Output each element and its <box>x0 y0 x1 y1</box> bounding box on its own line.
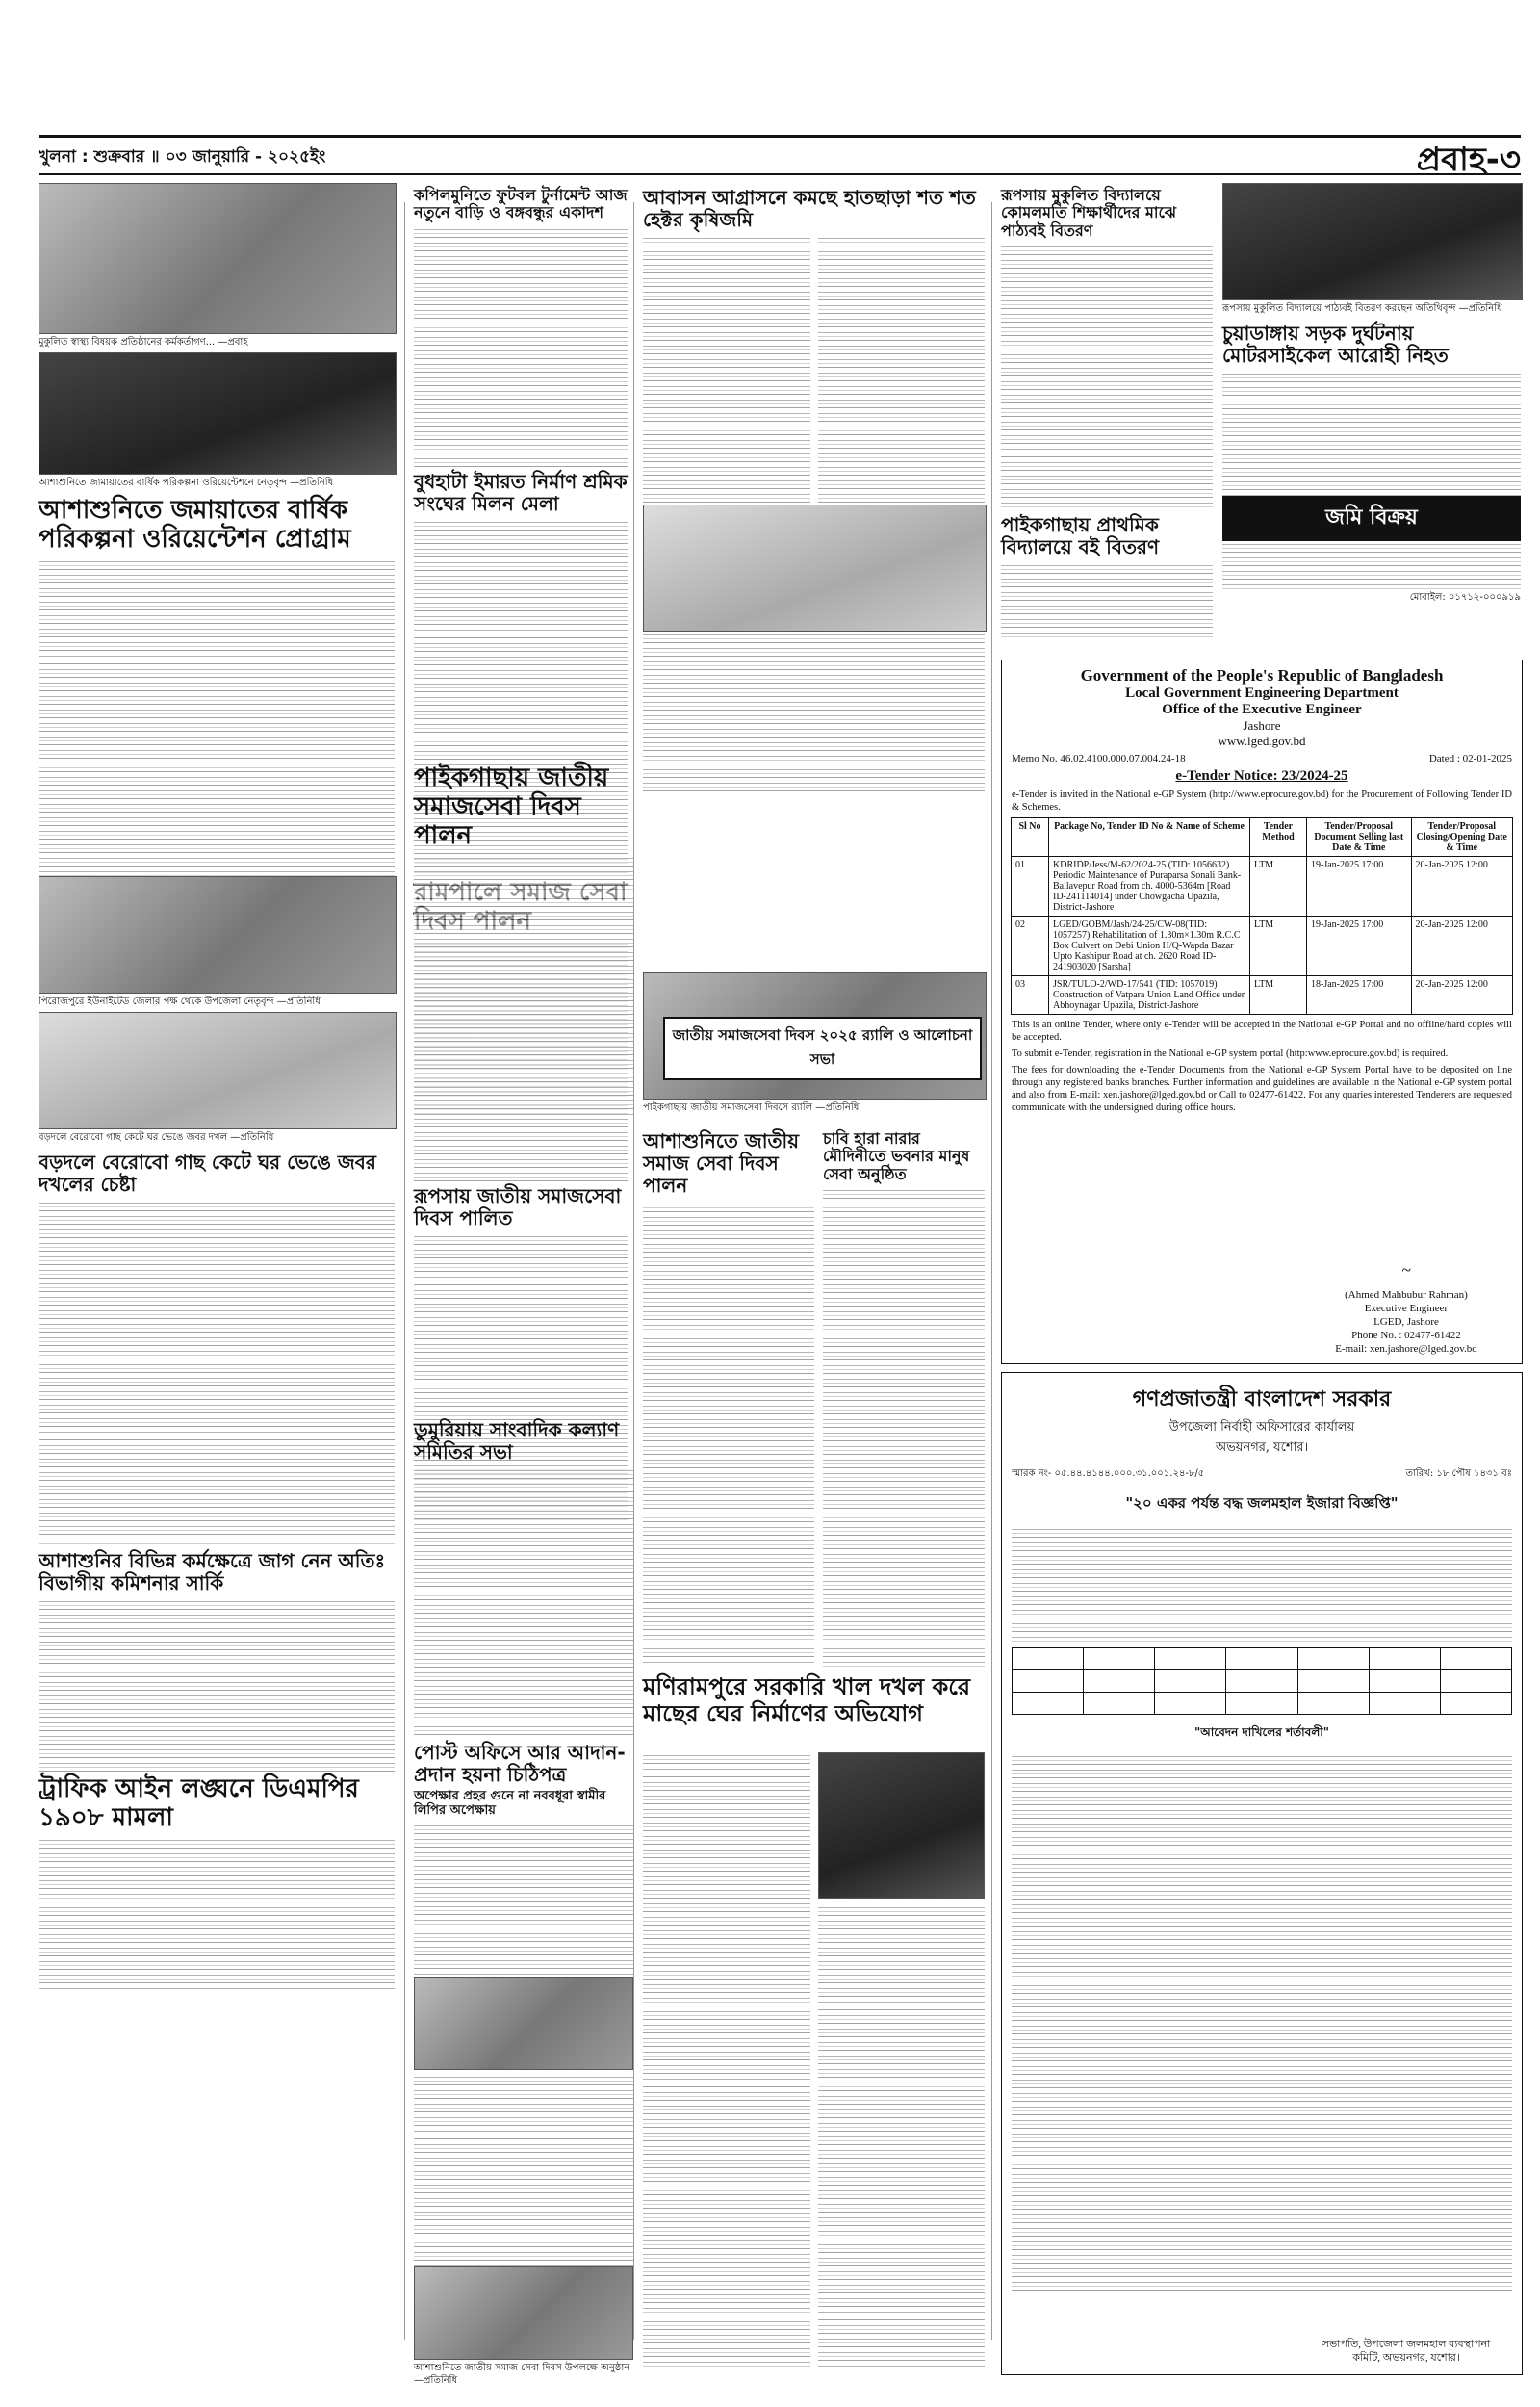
dateline: খুলনা : শুক্রবার ॥ ০৩ জানুয়ারি - ২০২৫ইং <box>38 147 326 167</box>
article-body <box>414 2074 633 2266</box>
column-5 <box>1222 183 1521 645</box>
column-2c <box>414 1415 633 1733</box>
headline: চাবি হারা নারার মৌদিনীতে ভবনার মানুষ সেবা অনুষ্ঠিত <box>823 1129 970 1183</box>
column-3c <box>823 1126 985 1666</box>
col-header: Tender/Proposal Closing/Opening Date & Time <box>1411 818 1512 857</box>
post-office-block <box>414 1738 633 2386</box>
tender-web: www.lged.gov.bd <box>1218 734 1306 748</box>
article-body <box>38 1837 395 1991</box>
gov-conditions <box>1012 1753 1512 2292</box>
monirampur-head <box>643 1670 985 1747</box>
rally-banner: জাতীয় সমাজসেবা দিবস ২০২৫ র‍্যালি ও আলোচনা সভা <box>663 1017 982 1080</box>
tender-gov: Government of the People's Republic of Bangladesh <box>1080 666 1444 685</box>
col-header: Sl No <box>1012 818 1049 857</box>
headline: আশাশুনির বিভিন্ন কর্মক্ষেত্রে জাগ নেন অতিঃ বিভাগীয় কমিশনার সার্কি <box>38 1548 386 1594</box>
headline: চুয়াডাঙ্গায় সড়ক দুর্ঘটনায় মোটরসাইকেল আরোহী নিহত <box>1222 322 1449 367</box>
col-header: Tender Method <box>1250 818 1307 857</box>
headline: বুধহাটা ইমারত নির্মাণ শ্রমিক সংঘের মিলন মেলা <box>414 469 628 515</box>
article-body <box>1222 371 1521 496</box>
col-header: Tender/Proposal Document Selling last Date & Time <box>1307 818 1412 857</box>
banner-photo <box>643 972 985 1117</box>
column-divider <box>633 202 634 2340</box>
monirampur-body <box>643 1752 985 2368</box>
gov-office: উপজেলা নির্বাহী অফিসারের কার্যালয় <box>1168 1420 1355 1435</box>
article-body <box>643 632 985 795</box>
article-body <box>38 1200 395 1546</box>
caption: বড়দলে বেরোবো গাছ কেটে ঘর ভেঙে জবর দখল —প্রতিনিধি <box>38 1131 274 1143</box>
sig-name: (Ahmed Mahbubur Rahman) <box>1345 1289 1468 1301</box>
article-body <box>414 226 628 467</box>
column-divider <box>404 202 405 2340</box>
headline: ডুমুরিয়ায় সাংবাদিক কল্যাণ সমিতির সভা <box>414 1418 620 1463</box>
masthead-rule <box>38 173 1521 175</box>
land-sale-ad-body <box>1222 541 1521 589</box>
article-body <box>643 235 985 505</box>
headline: আবাসন আগ্রাসনে কমছে হাতছাড়া শত শত হেক্টর কৃষিজমি <box>643 186 976 231</box>
masthead <box>38 29 1521 179</box>
headline: আশাশুনিতে জাতীয় সমাজ সেবা দিবস পালন <box>643 1129 800 1197</box>
headline: ট্রাফিক আইন লঙ্ঘনে ডিএমপির ১৯০৮ মামলা <box>38 1773 359 1832</box>
caption: আশাশুনিতে জামায়াতের বার্ষিক পরিকল্পনা ওরিয়েন্টেশনে নেতৃবৃন্দ —প্রতিনিধি <box>38 478 334 488</box>
table-row: 01 KDRIDP/Jess/M-62/2024-25 (TID: 1056632) Periodic Maintenance of Puraparsa Sonali Bank-Ballavepur Road from ch. 4000-5364m [Road ID-241114014] under Chowgacha Upazila, District-Jashore LTM 19-Jan-2025 17:00 20-Jan-2025 12:00 <box>1012 857 1513 917</box>
tender-office: Office of the Executive Engineer <box>1162 702 1362 717</box>
photo-field <box>643 505 987 632</box>
article-body <box>38 1598 395 1772</box>
headline: পাইকগাছায় জাতীয় সমাজসেবা দিবস পালন <box>414 764 609 850</box>
photo-canal <box>818 1752 986 1899</box>
gov-title: গণপ্রজাতন্ত্রী বাংলাদেশ সরকার <box>1132 1387 1392 1411</box>
land-sale-ad-title: জমি বিক্রয় <box>1222 496 1521 541</box>
sig-phone: Phone No. : 02477-61422 <box>1351 1330 1461 1341</box>
article-body <box>414 1823 633 1977</box>
table-row: 02 LGED/GOBM/Jash/24-25/CW-08(TID: 1057257) Rehabilitation of 1.30m×1.30m R.C.C Box Culvert on Debi Union H/Q-Wapda Bazar Upto Kashipur Road at ch. 2620 Road ID-241903020 [Sarsha] LTM 19-Jan-2025 17:00 20-Jan-2025 12:00 <box>1012 917 1513 976</box>
tender-intro: e-Tender is invited in the National e-GP System (http://www.eprocure.gov.bd) for the Procurement of Following Tender ID & Schemes. <box>1012 789 1512 813</box>
photo-event <box>414 2266 633 2360</box>
gov-intro <box>1012 1526 1512 1642</box>
gov-notice-title: "২০ একর পর্যন্ত বদ্ধ জলমহাল ইজারা বিজ্ঞপ্তি" <box>1125 1494 1399 1512</box>
caption: মুকুলিত স্বাস্থ্য বিষয়ক প্রতিষ্ঠানের কর্মকর্তাগণ... —প্রবাহ <box>38 337 248 348</box>
article-body <box>643 1201 814 1663</box>
headline: পোস্ট অফিসে আর আদান-প্রদান হয়না চিঠিপত্র <box>414 1741 626 1786</box>
brand-title: প্রবাহ-৩ <box>1416 141 1521 179</box>
tender-table <box>1011 817 1513 1015</box>
caption: রূপসায় মুকুলিত বিদ্যালয়ে পাঠ্যবই বিতরণ করছেন অতিথিবৃন্দ —প্রতিনিধি <box>1222 303 1502 314</box>
column-3b <box>643 1126 814 1666</box>
photo-trees <box>38 1012 397 1129</box>
caption: আশাশুনিতে জাতীয় সমাজ সেবা দিবস উপলক্ষে অনুষ্ঠান —প্রতিনিধি <box>414 2362 630 2386</box>
photo-group <box>38 876 397 994</box>
table-row: 03 JSR/TULO-2/WD-17/541 (TID: 1057019) Construction of Vatpara Union Land Office under Abhoynagar Upazila, District-Jashore LTM 18-Jan-2025 17:00 20-Jan-2025 12:00 <box>1012 976 1513 1015</box>
article-body <box>1001 562 1213 639</box>
headline: রূপসায় মুকুলিত বিদ্যালয়ে কোমলমতি শিক্ষার্থীদের মাঝে পাঠ্যবই বিতরণ <box>1001 186 1177 240</box>
photo-post-office <box>414 1977 633 2070</box>
paikgachha-block <box>1001 510 1213 650</box>
tender-memo-row <box>1002 753 1522 764</box>
gov-memo-row <box>1012 1466 1512 1483</box>
headline: কপিলমুনিতে ফুটবল টুর্নামেন্ট আজ নতুনে বাড়ি ও বঙ্গবন্ধুর একাদশ <box>414 186 628 222</box>
photo-award <box>38 183 397 334</box>
sig-office: LGED, Jashore <box>1373 1316 1439 1328</box>
column-1 <box>38 183 395 2368</box>
tender-dept: Local Government Engineering Department <box>1125 686 1399 701</box>
gov-memo: স্মারক নং- ০৫.৪৪.৪১৪৪.০০০.৩১.০০১.২৪-৮/৫ <box>1012 1468 1205 1479</box>
headline: বড়দলে বেরোবো গাছ কেটে ঘর ভেঙে জবর দখলের চেষ্টা <box>38 1150 376 1196</box>
headline: রূপসায় জাতীয় সমাজসেবা দিবস পালিত <box>414 1183 622 1229</box>
tender-memo: Memo No. 46.02.4100.000.07.004.24-18 <box>1012 753 1186 764</box>
headline: মণিরামপুরে সরকারি খাল দখল করে মাছের ঘের নির্মাণের অভিযোগ <box>643 1673 971 1727</box>
tender-city: Jashore <box>1243 718 1281 733</box>
article-body <box>414 855 633 1115</box>
signature-scribble: ~ <box>1401 1260 1411 1280</box>
article-body <box>414 1467 633 1737</box>
tender-notice <box>1001 660 1523 1364</box>
tender-notice-title: e-Tender Notice: 23/2024-25 <box>1175 768 1348 784</box>
sig-email: E-mail: xen.jashore@lged.gov.bd <box>1335 1343 1477 1355</box>
land-sale-phone: মোবাইল: ০১৭১২-০০০৯১৯ <box>1409 592 1521 603</box>
gov-table <box>1012 1647 1512 1715</box>
tender-date: Dated : 02-01-2025 <box>1428 753 1512 764</box>
headline: আশাশুনিতে জমায়াতের বার্ষিক পরিকল্পনা ওরিয়েন্টেশন প্রোগ্রাম <box>38 496 351 554</box>
headline: পাইকগাছায় প্রাথমিক বিদ্যালয়ে বই বিতরণ <box>1001 513 1160 558</box>
article-body <box>823 1187 985 1669</box>
column-divider <box>991 202 992 2340</box>
article-body <box>38 558 395 876</box>
subheadline: অপেক্ষার প্রহর গুনে না নববধূরা স্বামীর লিপির অপেক্ষায় <box>414 1789 606 1818</box>
tender-p1: This is an online Tender, where only e-Tender will be accepted in the National e-GP Portal and no offline/hard copies will be accepted. <box>1012 1020 1512 1043</box>
caption: পাইকগাছায় জাতীয় সমাজসেবা দিবসে র‍্যালি —প্রতিনিধি <box>643 1102 860 1113</box>
tender-p3: The fees for downloading the e-Tender Documents from the National e-GP System Portal have to be deposited on line through any registered banks branches. Further information and guidelines are available in the National e-GP system portal and also from E-mail: xen.jashore@lged.gov.bd or Call to 02477-61422. For any quaries interested Tenderers are requested communicate with the undersigned during office hours. <box>1012 1065 1512 1113</box>
gov-place: অভয়নগর, যশোর। <box>1215 1440 1309 1455</box>
newspaper-page <box>38 29 1521 2386</box>
sig-title: Executive Engineer <box>1364 1303 1449 1314</box>
tender-p2: To submit e-Tender, registration in the National e-GP system portal (http:www.eprocure.gov.bd) is required. <box>1012 1048 1449 1059</box>
photo-book-distribution <box>1222 183 1523 300</box>
photo-meeting <box>38 352 397 475</box>
tender-signature <box>1310 1260 1502 1356</box>
gov-date: তারিখ: ১৮ পৌষ ১৪৩১ বঃ <box>1405 1468 1512 1479</box>
gov-conditions-title: "আবেদন দাখিলের শর্তাবলী" <box>1194 1725 1329 1739</box>
gov-notice <box>1001 1372 1523 2375</box>
gov-signature: সভাপতি, উপজেলা জলমহাল ব্যবস্থাপনা কমিটি, অভয়নগর, যশোর। <box>1322 2339 1491 2364</box>
col-header: Package No, Tender ID No & Name of Scheme <box>1049 818 1250 857</box>
column-2b <box>414 761 633 1078</box>
caption: পিরোজপুরে ইউনাইটেড জেলার পক্ষ থেকে উপজেলা নেতৃবৃন্দ —প্রতিনিধি <box>38 996 321 1007</box>
